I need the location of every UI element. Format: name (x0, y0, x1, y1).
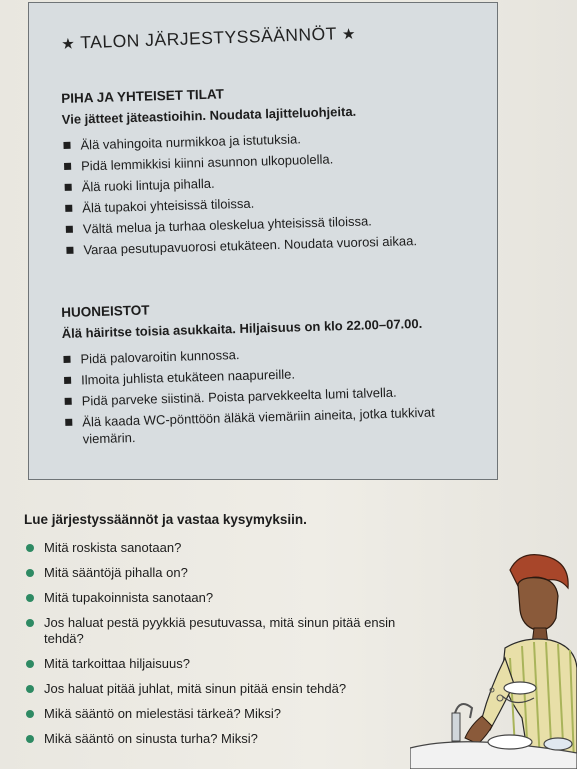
rule-item: Pidä parveke siistinä. Poista parvekkeelta lumi talvella. (63, 381, 476, 410)
square-bullet-icon (66, 226, 73, 233)
section-apartments (61, 293, 478, 451)
question-item: Jos haluat pitää juhlat, mitä sinun pitää ensin tehdä? (24, 681, 404, 697)
square-bullet-icon (64, 163, 71, 170)
question-item: Mikä sääntö on mielestäsi tärkeä? Miksi? (24, 706, 404, 722)
question-item: Jos haluat pestä pyykkiä pesutuvassa, mitä sinun pitää ensin tehdä? (24, 615, 404, 647)
rule-item: Pidä lemmikkisi kiinni asunnon ulkopuolella. (63, 146, 476, 175)
section-heading: PIHA JA YHTEISET TILAT (61, 86, 225, 106)
rules-title (61, 23, 356, 54)
rule-item: Älä tupakoi yhteisissä tiloissa. (64, 188, 477, 217)
question-item: Mikä sääntö on sinusta turha? Miksi? (24, 731, 404, 747)
section-intro: Älä häiritse toisia asukkaita. Hiljaisuus on klo 22.00–07.00. (61, 315, 423, 341)
square-bullet-icon (65, 184, 72, 191)
green-dot-icon (26, 660, 34, 668)
rule-list (62, 125, 478, 258)
rule-item: Varaa pesutupavuorosi etukäteen. Noudata vuorosi aikaa. (65, 230, 478, 259)
square-bullet-icon (65, 419, 72, 426)
task-area (24, 512, 424, 756)
rule-item: Pidä palovaroitin kunnossa. (62, 339, 475, 368)
rule-list (62, 339, 478, 447)
green-dot-icon (26, 685, 34, 693)
green-dot-icon (26, 710, 34, 718)
task-heading: Lue järjestyssäännöt ja vastaa kysymyksiin. (24, 512, 307, 527)
question-item: Mitä tarkoittaa hiljaisuus? (24, 656, 404, 672)
star-icon: ★ (341, 25, 357, 44)
person-washing-dishes-illustration (410, 548, 577, 769)
green-dot-icon (26, 544, 34, 552)
question-list (24, 540, 424, 747)
section-yard (61, 79, 479, 262)
rule-item: Ilmoita juhlista etukäteen naapureille. (63, 360, 476, 389)
rule-item: Älä kaada WC-pönttöön äläkä viemäriin aineita, jotka tukkivat viemärin. (64, 403, 443, 448)
green-dot-icon (26, 594, 34, 602)
star-icon: ★ (61, 35, 76, 53)
question-item: Mitä tupakoinnista sanotaan? (24, 590, 404, 606)
square-bullet-icon (63, 356, 70, 363)
square-bullet-icon (64, 377, 71, 384)
section-heading: HUONEISTOT (61, 302, 150, 320)
square-bullet-icon (66, 247, 73, 254)
rule-item: Vältä melua ja turhaa oleskelua yhteisissä tiloissa. (65, 209, 478, 238)
rules-title-text: TALON JÄRJESTYSSÄÄNNÖT (79, 23, 337, 53)
square-bullet-icon (65, 205, 72, 212)
section-intro: Vie jätteet jäteastioihin. Noudata lajitteluohjeita. (61, 103, 357, 127)
rule-item: Älä ruoki lintuja pihalla. (63, 167, 476, 196)
house-rules-box (28, 2, 498, 480)
square-bullet-icon (63, 142, 70, 149)
rule-item: Älä vahingoita nurmikkoa ja istutuksia. (62, 125, 475, 154)
square-bullet-icon (65, 398, 72, 405)
green-dot-icon (26, 569, 34, 577)
green-dot-icon (26, 735, 34, 743)
question-item: Mitä roskista sanotaan? (24, 540, 404, 556)
question-item: Mitä sääntöjä pihalla on? (24, 565, 404, 581)
green-dot-icon (26, 619, 34, 627)
